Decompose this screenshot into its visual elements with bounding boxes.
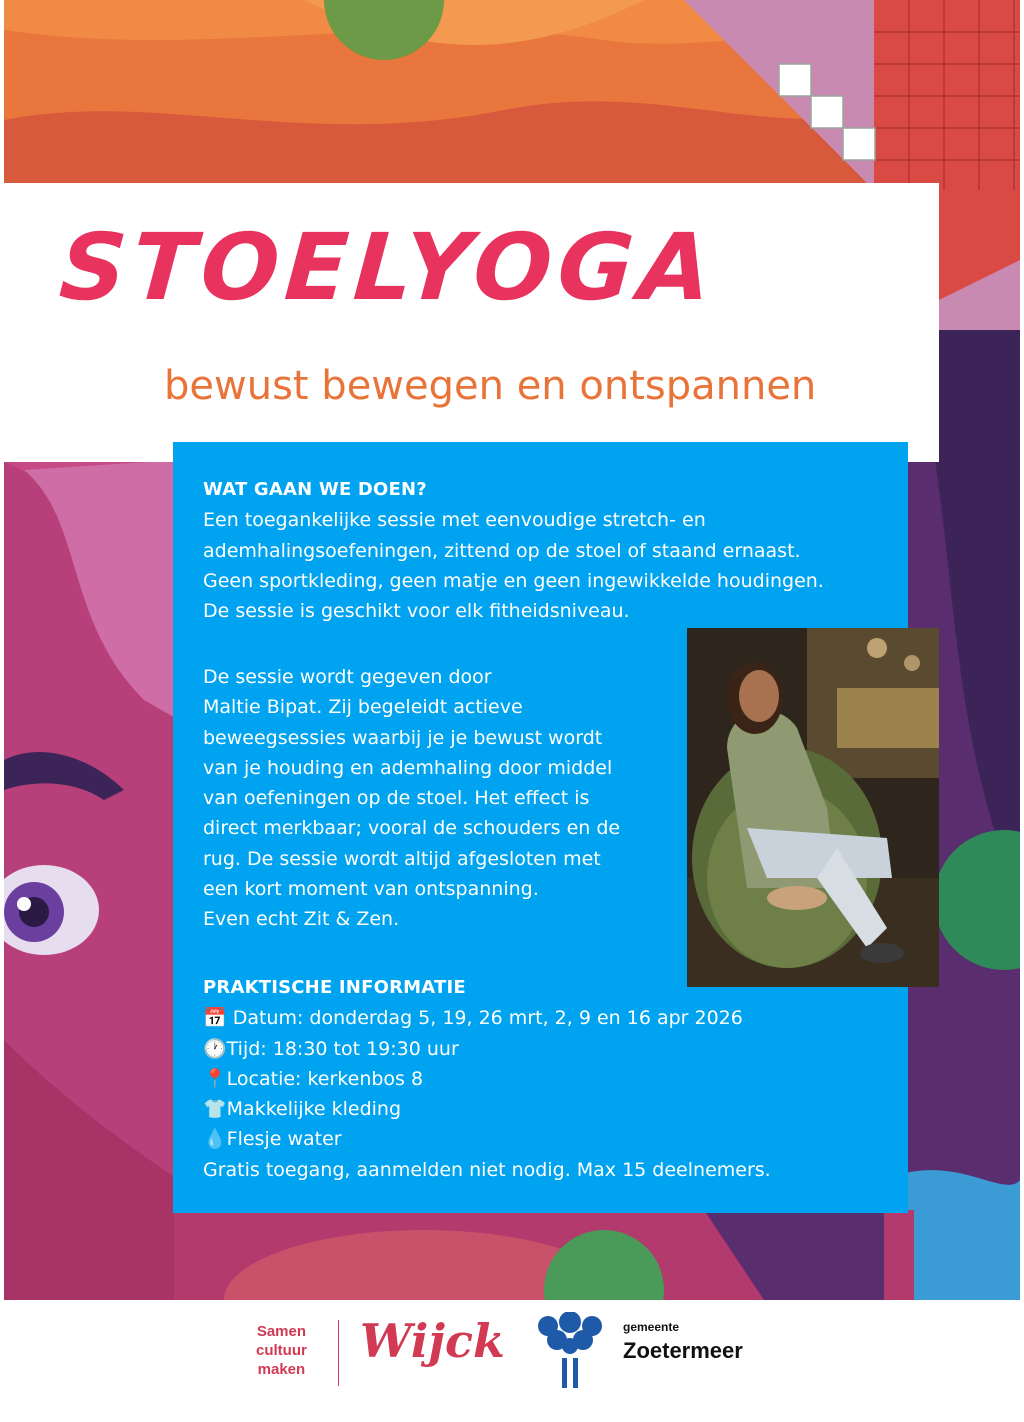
page-subtitle: bewust bewegen en ontspannen — [164, 363, 817, 409]
gemeente-label: gemeente — [623, 1320, 680, 1334]
water-info: 💧Flesje water — [203, 1128, 342, 1151]
logo-divider — [338, 1320, 339, 1386]
location-info: 📍Locatie: kerkenbos 8 — [203, 1067, 424, 1090]
logo-text-line: cultuur — [256, 1342, 307, 1359]
clothing-info: 👕Makkelijke kleding — [203, 1098, 402, 1121]
practical-section — [203, 973, 771, 1185]
access-note: Gratis toegang, aanmelden niet nodig. Max 15 deelnemers. — [203, 1158, 771, 1181]
footer — [0, 1300, 1024, 1422]
intro-section — [203, 475, 824, 626]
teacher-line: beweegsessies waarbij je je bewust wordt — [203, 726, 603, 749]
teacher-line: De sessie wordt gegeven door — [203, 666, 492, 688]
intro-line: ademhalingsoefeningen, zittend op de stoel of staand ernaast. — [203, 539, 801, 562]
instructor-photo — [687, 628, 939, 987]
wijck-logo: Wijck — [360, 1314, 505, 1368]
logo-text-line: maken — [257, 1361, 306, 1378]
instructor-photo-illustration — [687, 628, 939, 987]
intro-line: De sessie is geschikt voor elk fitheidsniveau. — [203, 600, 630, 623]
section-heading-practical: PRAKTISCHE INFORMATIE — [203, 977, 466, 998]
teacher-line: direct merkbaar; vooral de schouders en de — [203, 817, 621, 840]
teacher-section — [203, 662, 620, 935]
page-title: STOELYOGA — [56, 214, 721, 321]
teacher-line: van je houding en ademhaling door middel — [203, 756, 613, 779]
samen-cultuur-maken-logo — [256, 1322, 307, 1379]
teacher-line: rug. De sessie wordt altijd afgesloten met — [203, 847, 601, 870]
logo-text-line: Samen — [256, 1323, 307, 1340]
intro-line: Geen sportkleding, geen matje en geen ingewikkelde houdingen. — [203, 569, 824, 592]
zoetermeer-label: Zoetermeer — [623, 1338, 743, 1363]
teacher-line: Maltie Bipat. Zij begeleidt actieve — [203, 696, 523, 719]
date-info: 📅 Datum: donderdag 5, 19, 26 mrt, 2, 9 en 16 apr 2026 — [203, 1007, 743, 1030]
time-info: 🕐Tijd: 18:30 tot 19:30 uur — [203, 1037, 459, 1060]
teacher-line: Even echt Zit & Zen. — [203, 908, 400, 931]
intro-line: Een toegankelijke sessie met eenvoudige stretch- en — [203, 509, 706, 532]
teacher-line: een kort moment van ontspanning. — [203, 878, 539, 901]
teacher-line: van oefeningen op de stoel. Het effect is — [203, 787, 590, 810]
section-heading-what: WAT GAAN WE DOEN? — [203, 479, 427, 500]
zoetermeer-emblem-icon — [533, 1312, 607, 1394]
